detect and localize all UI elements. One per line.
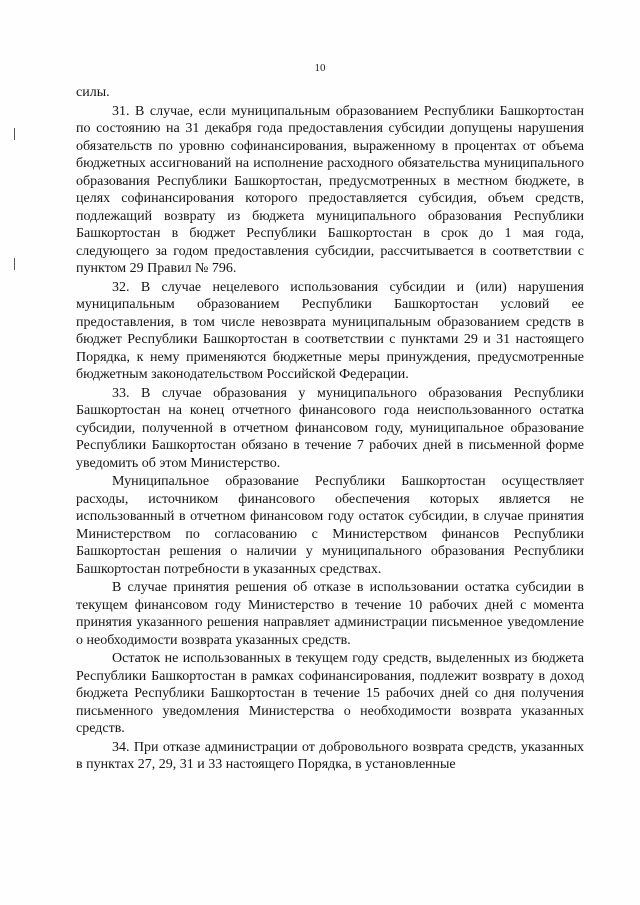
margin-mark: [14, 258, 15, 270]
paragraph: 32. В случае нецелевого использования субсидии и (или) нарушения муниципальным образованием Республики Башкортостан условий ее предоставления, в том числе невозврата муниципальным образованием средств в бюджет Республики Башкортостан в соответствии с пунктами 29 и 31 настоящего Порядка, к нему применяются бюджетные меры принуждения, предусмотренные бюджетным законодательством Российской Федерации.: [76, 279, 584, 382]
paragraph: 33. В случае образования у муниципального образования Республики Башкортостан на конец отчетного финансового года неиспользованного остатка субсидии, полученной в отчетном финансовом году, муниципальное образование Республики Башкортостан обязано в течение 7 рабочих дней в письменной форме уведомить об этом Министерство.: [76, 385, 584, 471]
paragraph: Остаток не использованных в текущем году средств, выделенных из бюджета Республики Башкортостан в рамках софинансирования, подлежит возврату в доход бюджета Республики Башкортостан в течение 15 рабочих дней со дня получения письменного уведомления Министерства о необходимости возврата указанных средств.: [76, 651, 584, 736]
page-number: 10: [314, 62, 326, 74]
document-body: [76, 84, 584, 775]
paragraph: Муниципальное образование Республики Башкортостан осуществляет расходы, источником финансового обеспечения которых является не использованный в отчетном финансовом году остаток субсидии, в случае принятия Министерством по согласованию с Министерством финансов Республики Башкортостан решения о наличии у муниципального образования Республики Башкортостан потребности в указанных средствах.: [76, 474, 584, 577]
margin-mark: [14, 128, 15, 140]
paragraph: В случае принятия решения об отказе в использовании остатка субсидии в текущем финансовом году Министерство в течение 10 рабочих дней с момента принятия указанного решения направляет администрации письменное уведомление о необходимости возврата указанных средств.: [76, 580, 584, 648]
paragraph: 34. При отказе администрации от добровольного возврата средств, указанных в пунктах 27, 29, 31 и 33 настоящего Порядка, в установленные: [76, 739, 584, 772]
paragraph: 31. В случае, если муниципальным образованием Республики Башкортостан по состоянию на 31 декабря года предоставления субсидии допущены нарушения обязательств по уровню софинансирования, выраженному в процентах от объема бюджетных ассигнований на исполнение расходного обязательства муниципального образования Республики Башкортостан, предусмотренных в местном бюджете, в целях софинансирования которого предоставляется субсидия, объем средств, подлежащий возврату из бюджета муниципального образования Республики Башкортостан в бюджет Республики Башкортостан в срок до 1 мая года, следующего за годом предоставления субсидии, рассчитывается в соответствии с пунктом 29 Правил № 796.: [76, 103, 584, 276]
paragraph: силы.: [76, 85, 110, 100]
